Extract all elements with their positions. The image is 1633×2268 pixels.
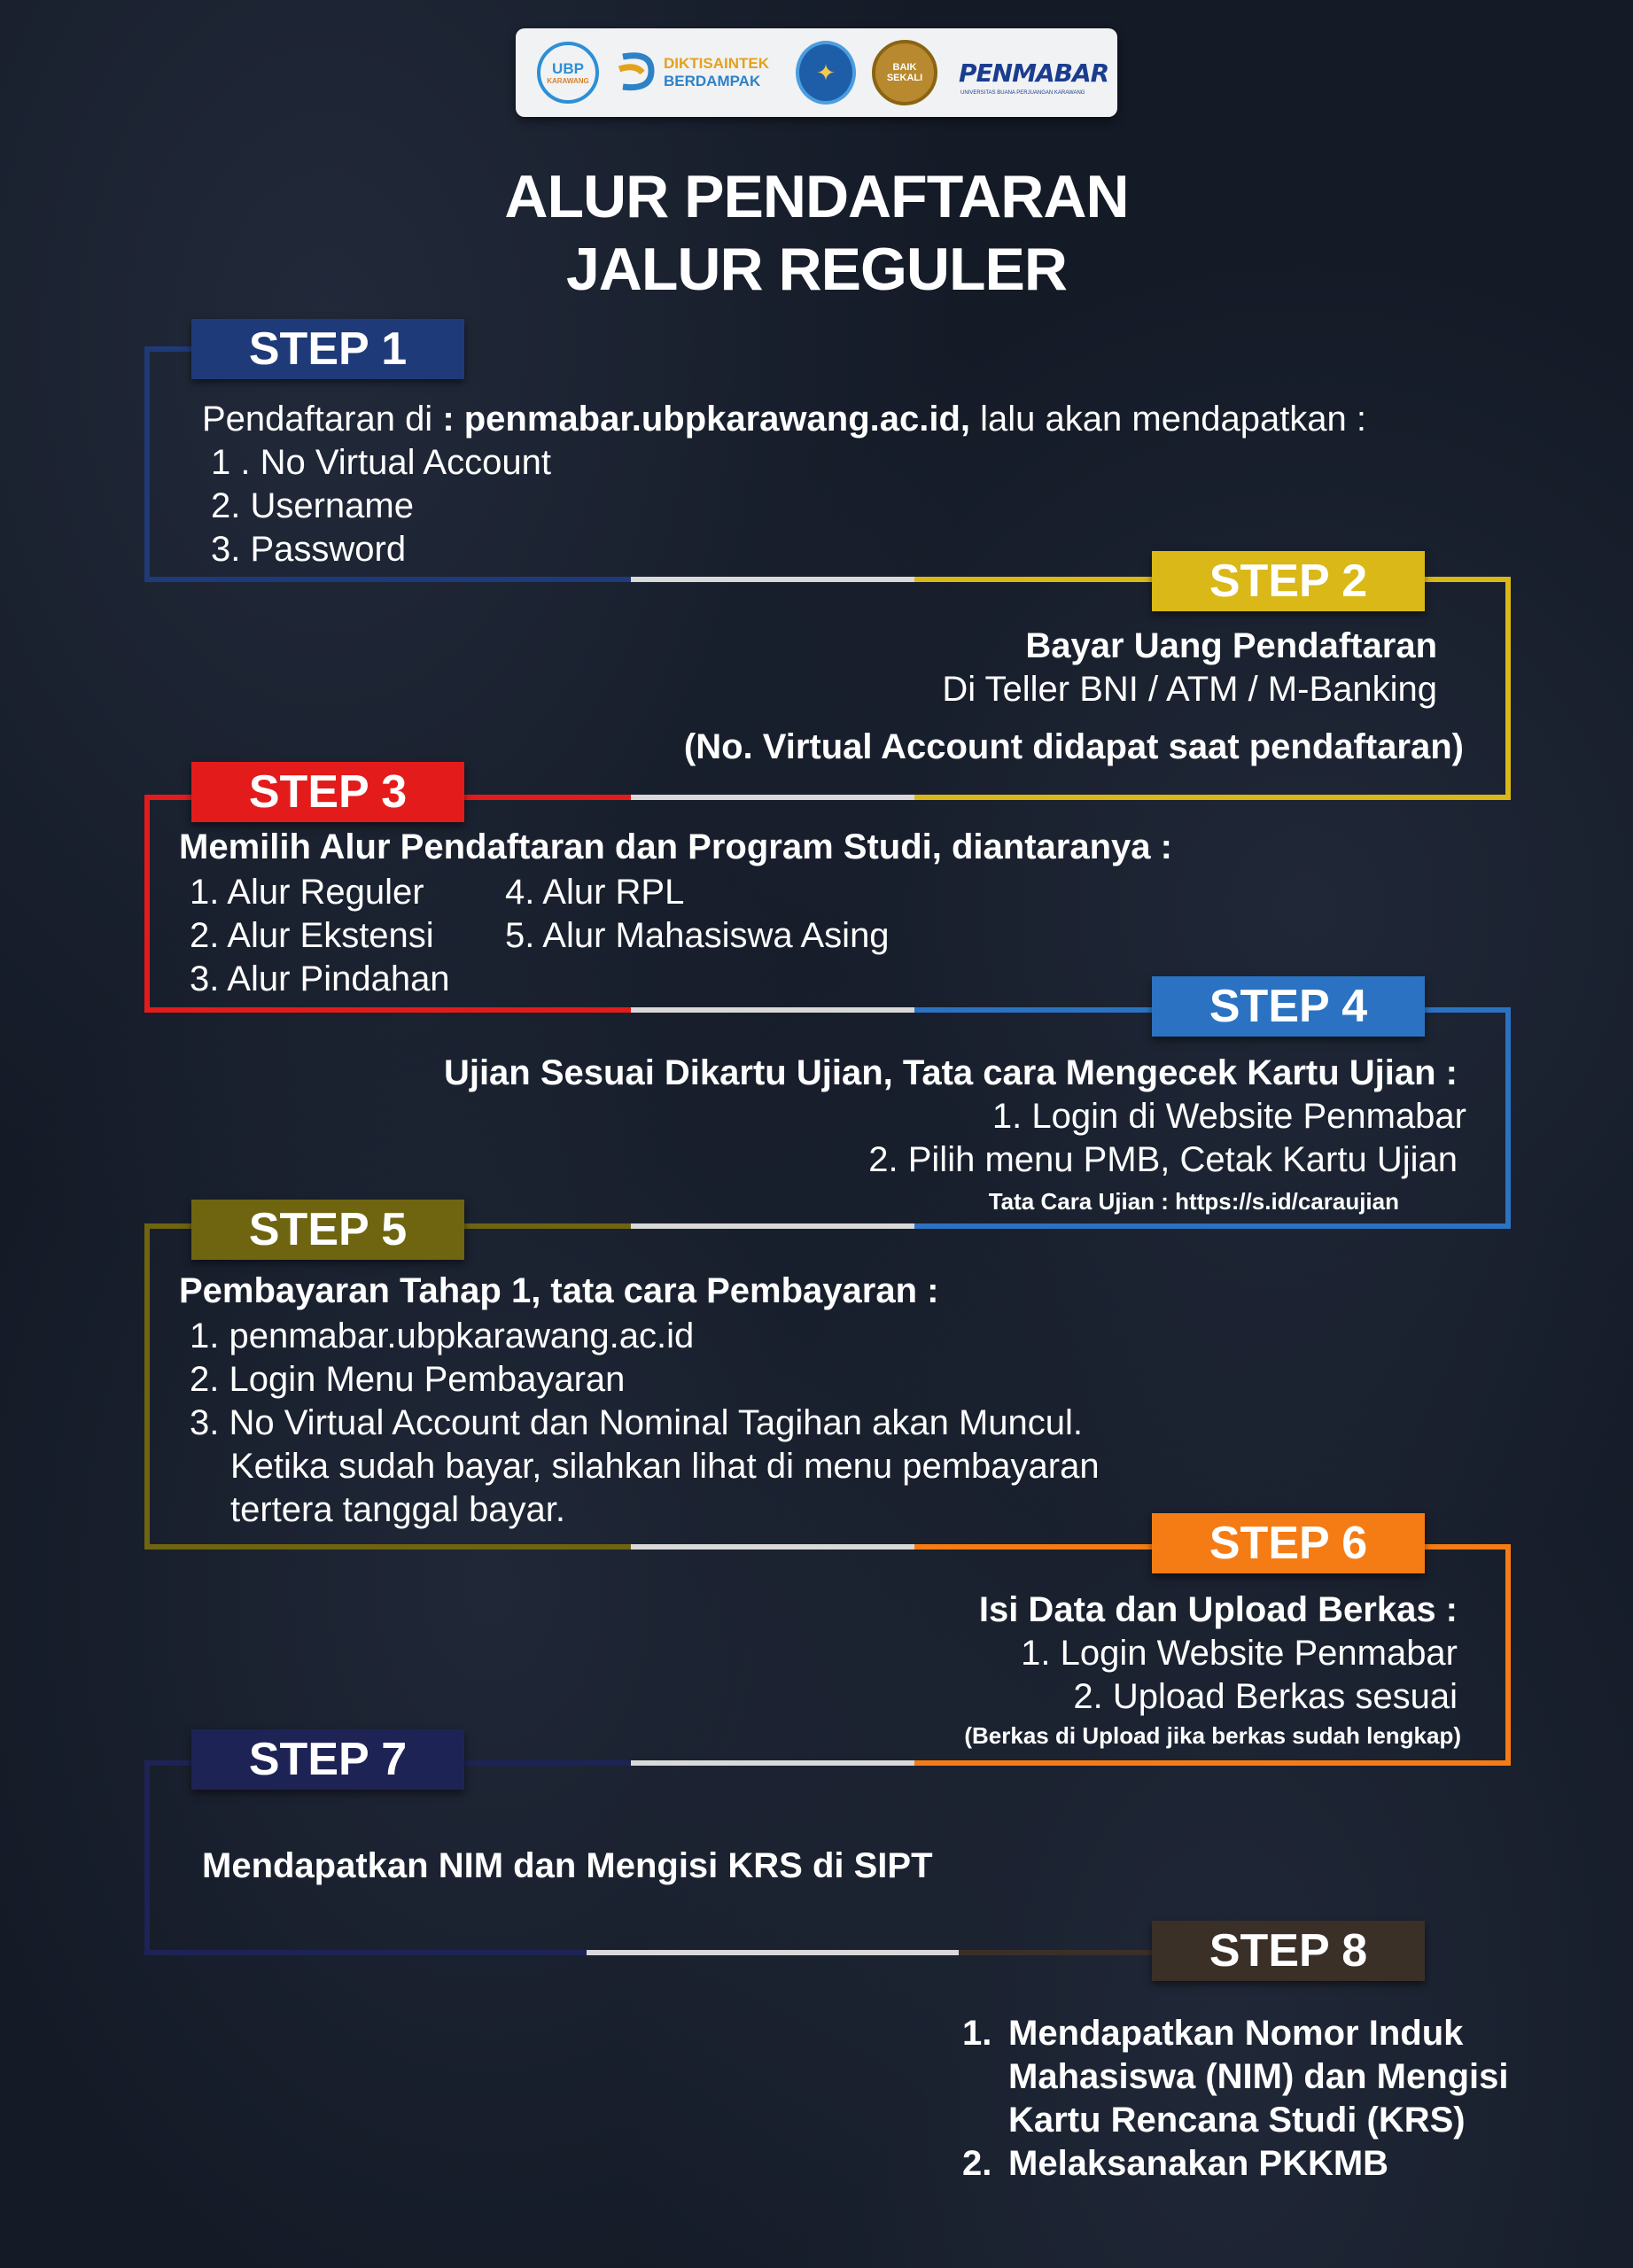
dikti-line1: DIKTISAINTEK <box>664 55 769 72</box>
ubp-logo-text: UBP <box>552 59 584 77</box>
step1-intro <box>202 397 1366 441</box>
step4-item: 1. Login di Website Penmabar <box>991 1097 1466 1136</box>
step8-badge: STEP 8 <box>1152 1921 1425 1981</box>
step5-item-cont: Ketika sudah bayar, silahkan lihat di menu pembayaran <box>230 1447 1100 1486</box>
page-title-line2: JALUR REGULER <box>565 236 1068 303</box>
penmabar-logo-text: PENMABAR <box>959 58 1109 88</box>
step2-line: Di Teller BNI / ATM / M-Banking <box>942 670 1437 709</box>
step1-item: 3. Password <box>211 530 407 569</box>
step8-num: 2. <box>962 2144 992 2183</box>
dikti-line2: BERDAMPAK <box>664 73 761 89</box>
step3-item: 1. Alur Reguler <box>190 873 424 912</box>
step3-item: 5. Alur Mahasiswa Asing <box>505 916 890 955</box>
step3-badge: STEP 3 <box>191 762 464 822</box>
step6-item: 1. Login Website Penmabar <box>1021 1634 1458 1673</box>
step4-item: 2. Pilih menu PMB, Cetak Kartu Ujian <box>868 1140 1458 1179</box>
step8-num: 1. <box>962 2014 992 2053</box>
step8-line: Melaksanakan PKKMB <box>1008 2144 1389 2183</box>
step5-heading: Pembayaran Tahap 1, tata cara Pembayaran : <box>179 1271 939 1310</box>
step5-item: 1. penmabar.ubpkarawang.ac.id <box>190 1317 695 1355</box>
step1-badge: STEP 1 <box>191 319 464 379</box>
step2-badge: STEP 2 <box>1152 551 1425 611</box>
penmabar-logo-sub: UNIVERSITAS BUANA PERJUANGAN KARAWANG <box>960 90 1085 96</box>
step6-badge: STEP 6 <box>1152 1513 1425 1573</box>
ubp-logo-sub: KARAWANG <box>547 76 589 85</box>
step6-note: (Berkas di Upload jika berkas sudah lengkap) <box>964 1722 1461 1749</box>
step8-line: Kartu Rencana Studi (KRS) <box>1008 2101 1466 2140</box>
step6-heading: Isi Data dan Upload Berkas : <box>978 1590 1458 1629</box>
step4-heading: Ujian Sesuai Dikartu Ujian, Tata cara Mengecek Kartu Ujian : <box>443 1053 1458 1092</box>
step5-badge: STEP 5 <box>191 1200 464 1260</box>
step8-line: Mahasiswa (NIM) dan Mengisi <box>1008 2057 1509 2096</box>
step8-line: Mendapatkan Nomor Induk <box>1008 2014 1464 2053</box>
step1-item: 2. Username <box>211 486 414 525</box>
step5-item-cont: tertera tanggal bayar. <box>230 1490 566 1529</box>
step7-badge: STEP 7 <box>191 1729 464 1790</box>
step4-badge: STEP 4 <box>1152 976 1425 1037</box>
step3-item: 4. Alur RPL <box>505 873 685 912</box>
step5-item: 2. Login Menu Pembayaran <box>190 1360 626 1399</box>
baik-line2: SEKALI <box>886 73 923 83</box>
step2-note: (No. Virtual Account didapat saat pendaftaran) <box>683 727 1464 766</box>
step6-item: 2. Upload Berkas sesuai <box>1073 1677 1458 1716</box>
page-title-line1: ALUR PENDAFTARAN <box>504 163 1129 230</box>
baik-line1: BAIK <box>892 62 917 73</box>
step1-intro-pre: Pendaftaran di <box>202 400 443 439</box>
step2-heading: Bayar Uang Pendaftaran <box>1025 626 1437 665</box>
tut-wuri-icon: ✦ <box>796 41 856 105</box>
step3-heading: Memilih Alur Pendaftaran dan Program Studi, diantaranya : <box>179 827 1172 866</box>
step1-intro-post: lalu akan mendapatkan : <box>970 400 1367 439</box>
step1-intro-url: : penmabar.ubpkarawang.ac.id, <box>442 400 971 439</box>
step5-item: 3. No Virtual Account dan Nominal Tagihan akan Muncul. <box>190 1403 1084 1442</box>
step3-item: 3. Alur Pindahan <box>190 959 450 998</box>
step1-item: 1 . No Virtual Account <box>211 443 551 482</box>
step3-item: 2. Alur Ekstensi <box>190 916 434 955</box>
step7-text: Mendapatkan NIM dan Mengisi KRS di SIPT <box>202 1846 933 1885</box>
step4-note: Tata Cara Ujian : https://s.id/caraujian <box>988 1188 1399 1215</box>
